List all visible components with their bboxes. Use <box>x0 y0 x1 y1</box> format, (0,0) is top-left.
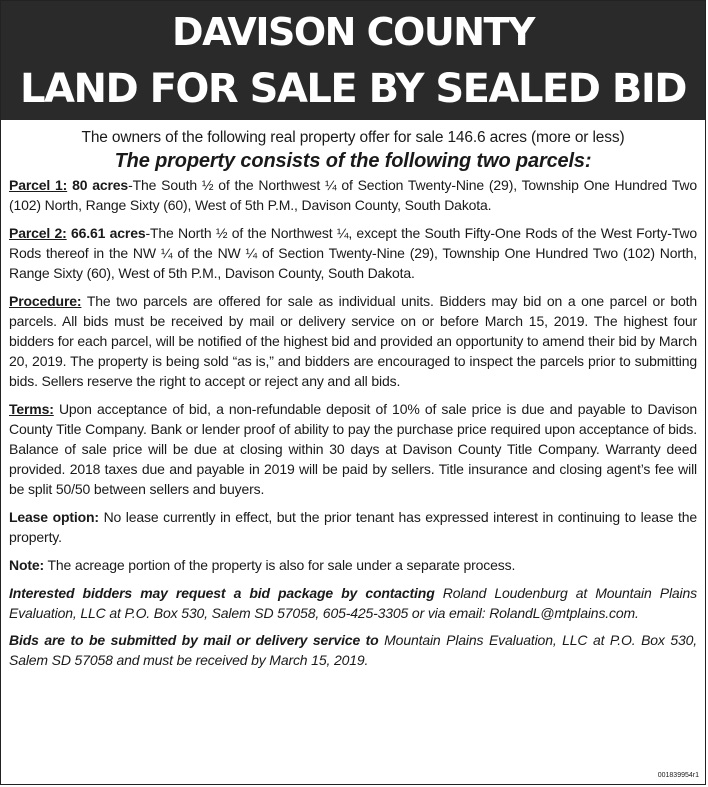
terms-text: Upon acceptance of bid, a non-refundable deposit of 10% of sale price is due and payable to Davison County Title Company. Bank or lender proof of ability to pay the purchase price required upon acceptance of bids. Balance of sale price will be due at closing within 30 days at Davison County Title Company. Warranty deed provided. 2018 taxes due and payable in 2019 will be paid by sellers. Title insurance and closing agent’s fee will be split 50/50 between sellers and buyers. <box>9 401 697 497</box>
bid-submission <box>9 630 697 670</box>
interested-bidders <box>9 583 697 623</box>
intro-text: The owners of the following real property offer for sale 146.6 acres (more or less) <box>81 129 625 146</box>
procedure-text: The two parcels are offered for sale as individual units. Bidders may bid on a one parcel or both parcels. All bids must be received by mail or delivery service on or before March 15, 2019. The highest four bidders for each parcel, will be notified of the highest bid and provided an opportunity to amend their bid by March 20, 2019. The property is being sold “as is,” and bidders are encouraged to inspect the parcels prior to submitting bids. Sellers reserve the right to accept or reject any and all bids. <box>9 293 697 389</box>
parcel-2 <box>9 223 697 283</box>
lease-option-label: Lease option: <box>9 509 99 525</box>
note <box>9 555 697 575</box>
interested-bidders-text: Roland Loudenburg at Mountain Plains Evaluation, LLC at P.O. Box 530, Salem SD 57058, 605-425-3305 or via email: RolandL@mtplains.com. <box>9 585 697 621</box>
lease-option-text: No lease currently in effect, but the prior tenant has expressed interest in continuing to lease the property. <box>9 509 698 545</box>
parcel-2-acres: 66.61 acres <box>71 225 146 241</box>
header-line-1: DAVISON COUNTY <box>172 10 534 54</box>
parcel-1 <box>9 175 697 215</box>
subheading: The property consists of the following two parcels: <box>114 150 592 172</box>
parcel-1-text: -The South ½ of the Northwest ¼ of Section Twenty-Nine (29), Township One Hundred Two (102) North, Range Sixty (60), West of 5th P.M., Davison County, South Dakota. <box>9 177 698 213</box>
procedure-label: Procedure: <box>9 293 82 309</box>
note-text: The acreage portion of the property is also for sale under a separate process. <box>44 557 516 573</box>
header-banner <box>1 1 705 120</box>
lease-option <box>9 507 697 547</box>
parcel-2-label: Parcel 2: <box>9 225 67 241</box>
terms-label: Terms: <box>9 401 54 417</box>
header-line-2: LAND FOR SALE BY SEALED BID <box>20 66 686 112</box>
note-label: Note: <box>9 557 45 573</box>
parcel-1-label: Parcel 1: <box>9 177 68 193</box>
ad-body <box>1 120 705 670</box>
parcel-1-acres: 80 acres <box>72 177 129 193</box>
terms <box>9 399 697 499</box>
interested-bidders-label: Interested bidders may request a bid package by contacting <box>9 585 435 601</box>
ad-number: 001839954r1 <box>657 772 699 779</box>
bid-submission-label: Bids are to be submitted by mail or delivery service to <box>9 632 379 648</box>
bid-submission-text: Mountain Plains Evaluation, LLC at P.O. Box 530, Salem SD 57058 and must be received by March 15, 2019. <box>9 632 697 668</box>
parcel-2-text: -The North ½ of the Northwest ¼, except the South Fifty-One Rods of the West Forty-Two Rods thereof in the NW ¼ of the NW ¼ of Section Twenty-Nine (29), Township One Hundred Two (102) North, Range Sixty (60), West of 5th P.M., Davison County, South Dakota. <box>9 225 697 281</box>
procedure <box>9 291 697 391</box>
